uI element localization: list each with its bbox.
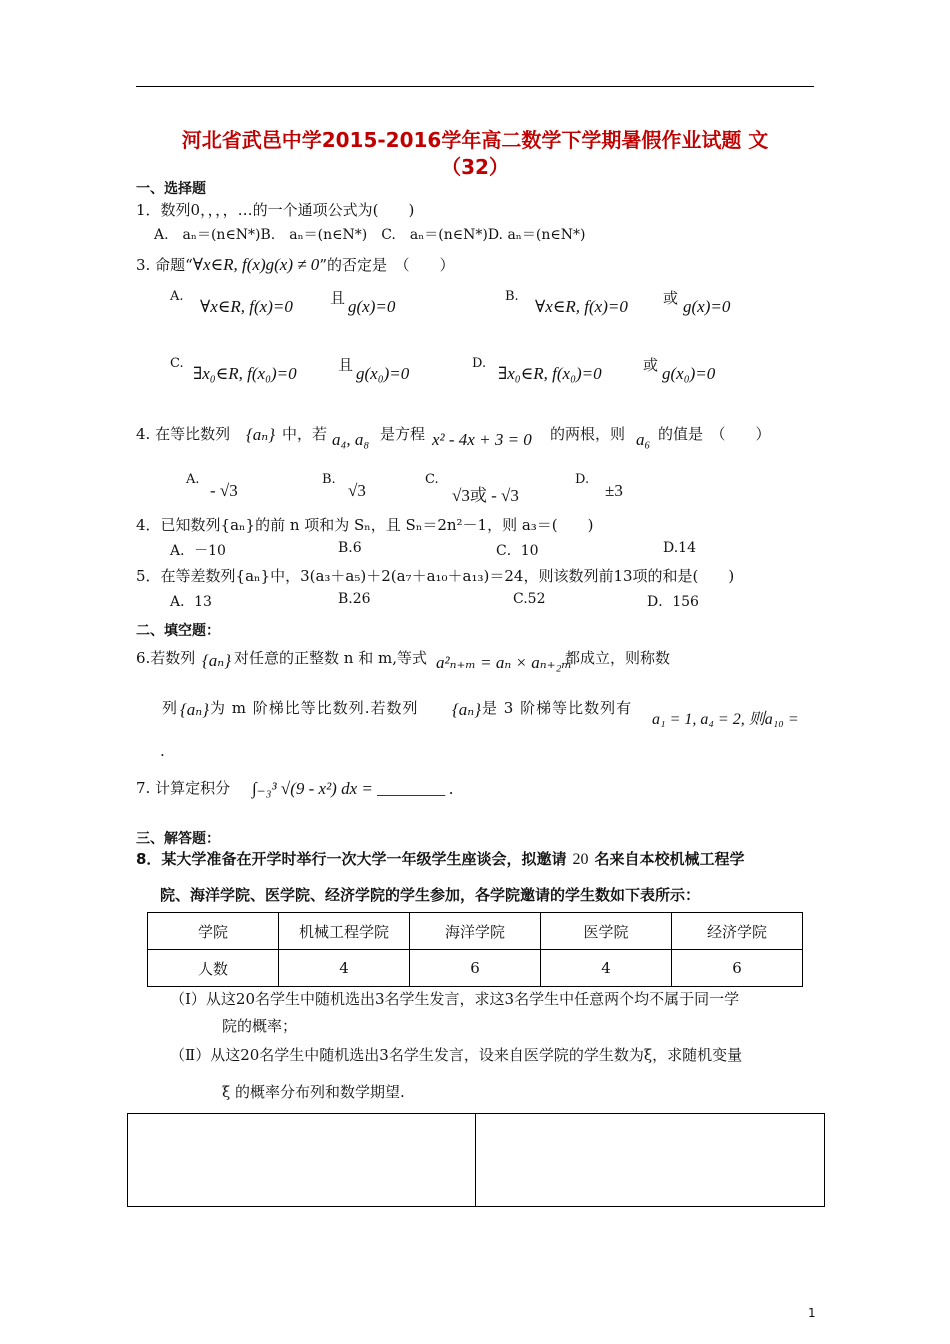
q3-option-d-connector: 或 xyxy=(643,356,659,374)
q8-part1-line2: 院的概率； xyxy=(222,1017,298,1035)
q4a-text3: 是方程 xyxy=(380,425,426,443)
section-choice-heading: 一、选择题 xyxy=(136,181,206,197)
college-table xyxy=(147,912,803,987)
q5-option-c: C.52 xyxy=(513,591,546,607)
q3-option-b-formula1: ∀x∈R, f(x)=0 xyxy=(535,297,628,316)
q8-student-count: 20 xyxy=(572,851,589,868)
q8-line1-text2: 名来自本校机械工程学 xyxy=(594,850,745,868)
table-row xyxy=(148,950,803,987)
q4b-option-d: D.14 xyxy=(663,540,696,556)
q5-stem: 5．在等差数列{aₙ}中，3(a₃＋a₅)＋2(a₇＋a₁₀＋a₁₃)＝24，则该数列前13项的和是( ) xyxy=(136,567,735,585)
q8-part2-line1: （Ⅱ）从这20名学生中随机选出3名学生发言，设来自医学院的学生数为ξ，求随机变量 xyxy=(170,1046,743,1064)
table-cell: 人数 xyxy=(148,950,279,987)
q6-text2: 对任意的正整数 n 和 m,等式 xyxy=(234,649,427,667)
q4a-option-d-value: ±3 xyxy=(605,481,623,500)
table-cell: 4 xyxy=(279,950,410,987)
q5-option-d: D．156 xyxy=(647,594,699,610)
q3-option-d-formula2: g(x₀)=0 xyxy=(662,364,716,383)
q7-stem: 7. 计算定积分 xyxy=(136,779,231,797)
answer-box-divider xyxy=(475,1114,476,1206)
q3-option-d-formula1: ∃x₀∈R, f(x₀)=0 xyxy=(498,364,602,383)
page-number: 1 xyxy=(808,1306,816,1320)
table-cell: 4 xyxy=(541,950,672,987)
q4a-option-a-label: A. xyxy=(186,472,200,487)
q4a-a6: a₆ xyxy=(636,430,651,449)
q4a-option-c-label: C. xyxy=(425,472,439,487)
q4a-option-a-value: - √3 xyxy=(210,481,238,500)
q3-option-b-connector: 或 xyxy=(663,289,679,307)
q3-stem xyxy=(136,254,454,275)
q8-part2-line2: ξ 的概率分布列和数学期望. xyxy=(222,1083,405,1101)
q4b-option-c: C．10 xyxy=(496,543,539,559)
q8-part1-line1: （Ⅰ）从这20名学生中随机选出3名学生发言，求这3名学生中任意两个均不属于同一学 xyxy=(170,990,740,1008)
table-cell: 机械工程学院 xyxy=(279,913,410,950)
q4b-stem: 4．已知数列{aₙ}的前 n 项和为 Sₙ，且 Sₙ＝2n²－1，则 a₃＝( ) xyxy=(136,516,594,534)
q3-option-c-label: C. xyxy=(170,356,184,371)
document-title: 河北省武邑中学2015-2016学年高二数学下学期暑假作业试题 文 xyxy=(181,128,769,152)
q6-line2-text: 为 m 阶梯比等比数列.若数列 xyxy=(210,699,419,717)
q8-line1 xyxy=(136,848,744,869)
q3-option-a-formula1: ∀x∈R, f(x)=0 xyxy=(200,297,293,316)
q6-line3: . xyxy=(160,742,165,760)
q6-line2-prefix: 列 xyxy=(162,699,178,717)
q3-option-b-formula2: g(x)=0 xyxy=(683,297,731,316)
q3-option-c-formula1: ∃x₀∈R, f(x₀)=0 xyxy=(193,364,297,383)
q6-sequence: {aₙ} xyxy=(202,651,231,670)
q3-stem-suffix: ”的否定是 （ ） xyxy=(319,256,455,274)
table-cell: 医学院 xyxy=(541,913,672,950)
q4a-option-b-label: B. xyxy=(322,472,336,487)
q3-stem-prefix: 3. 命题“ xyxy=(136,256,193,274)
table-header-row xyxy=(148,913,803,950)
answer-box xyxy=(127,1113,825,1207)
table-cell: 经济学院 xyxy=(672,913,803,950)
q6-text3: 都成立，则称数 xyxy=(565,649,671,667)
q1-stem: 1．数列0，，，，…的一个通项公式为( ) xyxy=(136,201,415,219)
q6-line2-sequence2: {aₙ} xyxy=(452,700,481,719)
q6-line2-text2: 是 3 阶梯等比数列有 xyxy=(482,699,633,717)
table-cell: 学院 xyxy=(148,913,279,950)
q4a-terms: a₄, a₈ xyxy=(332,430,370,449)
q6-prefix: 6.若数列 xyxy=(136,649,196,667)
q4b-option-a: A．－10 xyxy=(170,543,226,559)
q5-option-a: A．13 xyxy=(170,594,212,610)
q4a-sequence: {aₙ} xyxy=(246,425,275,444)
q3-stem-formula: ∀x∈R, f(x)g(x) ≠ 0 xyxy=(192,255,320,274)
q7-integral: ∫₋₃³ √(9 - x²) dx = ________ . xyxy=(252,779,454,798)
q4a-option-b-value: √3 xyxy=(348,481,366,500)
q3-option-a-label: A. xyxy=(170,289,184,304)
q4a-text5: 的值是 （ ） xyxy=(658,425,771,443)
table-cell: 6 xyxy=(672,950,803,987)
q3-option-b-label: B. xyxy=(505,289,519,304)
q8-line1-text: 8．某大学准备在开学时举行一次大学一年级学生座谈会，拟邀请 xyxy=(136,850,567,868)
table-cell: 海洋学院 xyxy=(410,913,541,950)
q4a-option-c-value: √3或 - √3 xyxy=(452,486,519,505)
table-cell: 6 xyxy=(410,950,541,987)
q4a-text2: 中，若 xyxy=(282,425,328,443)
q6-line2-sequence: {aₙ} xyxy=(180,700,209,719)
section-solve-heading: 三、解答题： xyxy=(136,831,220,847)
q3-option-d-label: D. xyxy=(472,356,487,371)
header-rule xyxy=(136,86,814,87)
q3-option-c-connector: 且 xyxy=(338,356,354,374)
q3-option-c-formula2: g(x₀)=0 xyxy=(356,364,410,383)
q5-option-b: B.26 xyxy=(338,591,371,607)
q4a-text4: 的两根，则 xyxy=(550,425,626,443)
q3-option-a-connector: 且 xyxy=(330,289,346,307)
section-fill-heading: 二、填空题： xyxy=(136,623,220,639)
q3-option-a-formula2: g(x)=0 xyxy=(348,297,396,316)
q4b-option-b: B.6 xyxy=(338,540,362,556)
q4a-option-d-label: D. xyxy=(575,472,590,487)
document-title-number: （32） xyxy=(441,155,509,179)
q6-equation: a²ₙ₊ₘ = aₙ × aₙ₊₂ₘ xyxy=(436,653,572,672)
q6-line2-condition: a₁ = 1, a₄ = 2, 则a₁₀ = xyxy=(652,711,799,728)
q4a-prefix: 4. 在等比数列 xyxy=(136,425,231,443)
q8-line2: 院、海洋学院、医学院、经济学院的学生参加，各学院邀请的学生数如下表所示： xyxy=(160,886,701,904)
q4a-equation: x² - 4x + 3 = 0 xyxy=(432,430,532,449)
q1-options: A. aₙ＝(n∈N*)B. aₙ＝(n∈N*) C. aₙ＝(n∈N*)D. aₙ＝(n∈N*) xyxy=(154,227,586,243)
